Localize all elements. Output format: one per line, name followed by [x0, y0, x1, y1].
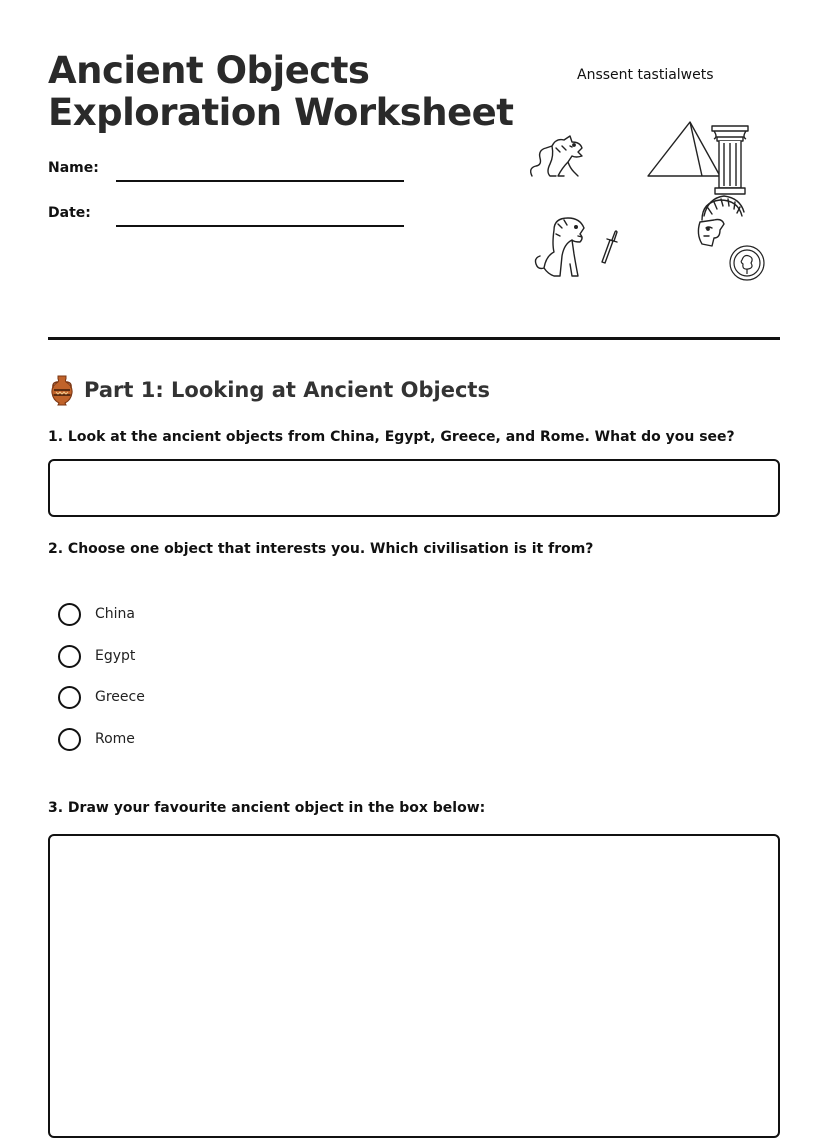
radio-egypt[interactable]: [58, 645, 81, 668]
option-label-china: China: [95, 606, 135, 622]
option-label-greece: Greece: [95, 689, 145, 705]
part1-heading-text: Part 1: Looking at Ancient Objects: [84, 378, 490, 402]
option-label-egypt: Egypt: [95, 648, 136, 664]
option-egypt[interactable]: [58, 644, 135, 668]
clipart-caption: Anssent tastialwets: [577, 67, 714, 83]
name-line[interactable]: [116, 180, 404, 182]
question-3: 3. Draw your favourite ancient object in the box below:: [48, 800, 486, 816]
question-2: 2. Choose one object that interests you. Which civilisation is it from?: [48, 541, 594, 557]
dragon-icon: [526, 132, 588, 180]
question-1-answer-box[interactable]: [48, 459, 780, 517]
drawing-box[interactable]: [48, 834, 780, 1138]
coin-icon: [728, 244, 766, 282]
option-rome[interactable]: [58, 727, 135, 751]
title-line-1: Ancient Objects: [48, 49, 370, 92]
part1-heading: [48, 373, 788, 407]
option-label-rome: Rome: [95, 731, 135, 747]
option-china[interactable]: [58, 602, 135, 626]
amphora-icon: [48, 374, 76, 406]
dagger-icon: [598, 228, 622, 264]
radio-rome[interactable]: [58, 728, 81, 751]
name-field[interactable]: [48, 160, 408, 186]
lion-statue-icon: [528, 214, 590, 280]
question-1: 1. Look at the ancient objects from China, Egypt, Greece, and Rome. What do you see?: [48, 429, 735, 445]
column-icon: [710, 124, 750, 198]
date-label: Date:: [48, 205, 91, 221]
date-field[interactable]: [48, 205, 408, 231]
option-greece[interactable]: [58, 685, 145, 709]
date-line[interactable]: [116, 225, 404, 227]
radio-china[interactable]: [58, 603, 81, 626]
page-title: [48, 50, 513, 134]
section-divider: [48, 337, 780, 340]
radio-greece[interactable]: [58, 686, 81, 709]
title-line-2: Exploration Worksheet: [48, 91, 514, 134]
name-label: Name:: [48, 160, 99, 176]
